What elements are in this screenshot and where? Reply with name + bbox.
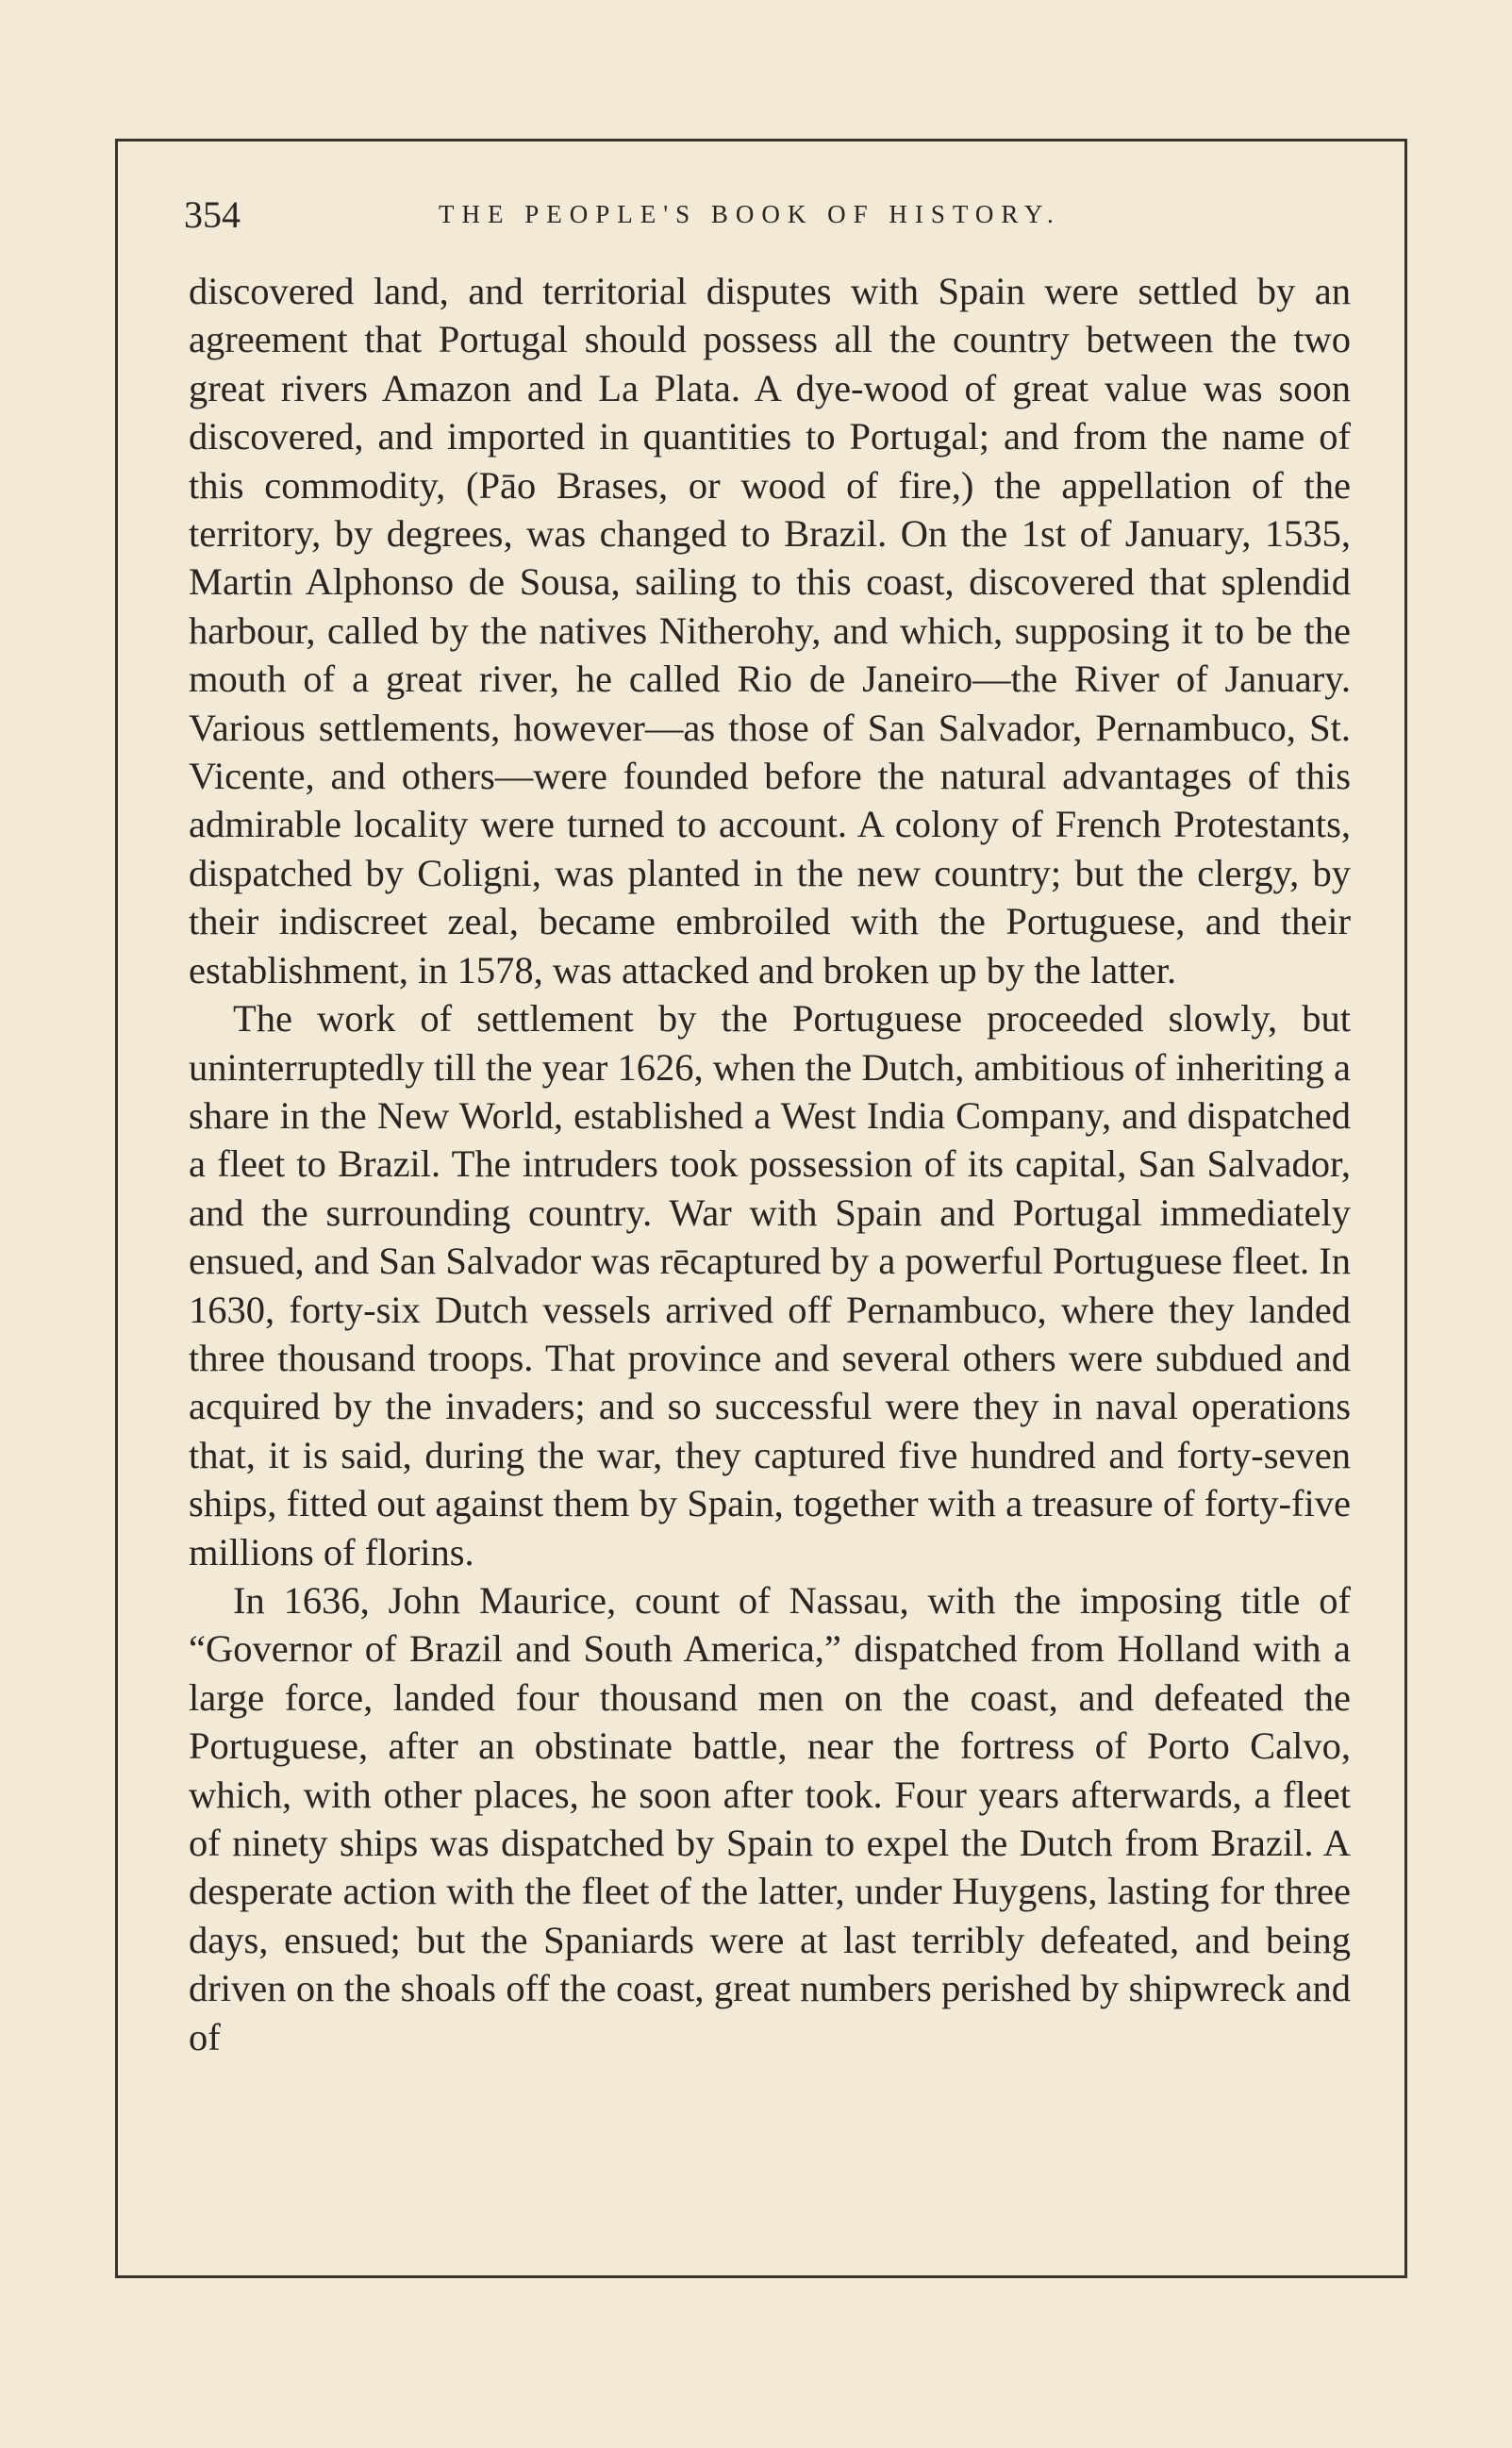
body-text — [189, 267, 1351, 2061]
paragraph-1: discovered land, and territorial disputes with Spain were settled by an agreement that Portugal should possess all the country between the two great rivers Amazon and La Plata. A dye-wood of great value was soon discovered, and imported in quantities to Portugal; and from the name of this commodity, (Pāo Brases, or wood of fire,) the appellation of the territory, by degrees, was changed to Brazil. On the 1st of January, 1535, Martin Alphonso de Sousa, sailing to this coast, discovered that splendid harbour, called by the natives Nitherohy, and which, supposing it to be the mouth of a great river, he called Rio de Janeiro—the River of January. Various settlements, however—as those of San Salvador, Pernambuco, St. Vicente, and others—were founded before the natural advantages of this admirable locality were turned to account. A colony of French Protestants, dispatched by Coligni, was planted in the new country; but the clergy, by their indiscreet zeal, became embroiled with the Portuguese, and their establishment, in 1578, was attacked and broken up by the latter. — [189, 270, 1351, 991]
running-head — [184, 192, 1354, 239]
book-title: THE PEOPLE'S BOOK OF HISTORY. — [439, 200, 1061, 228]
paragraph-3: In 1636, John Maurice, count of Nassau, with the imposing title of “Governor of Brazil and South America,” dispatched from Holland with a large force, landed four thousand men on the coast, and defeated the Portuguese, after an obstinate battle, near the fortress of Porto Calvo, which, with other places, he soon after took. Four years afterwards, a fleet of ninety ships was dispatched by Spain to expel the Dutch from Brazil. A desperate action with the fleet of the latter, under Huygens, lasting for three days, ensued; but the Spaniards were at last terribly defeated, and being driven on the shoals off the coast, great numbers perished by shipwreck and of — [189, 1578, 1351, 2058]
page-number: 354 — [184, 193, 241, 236]
paragraph-2: The work of settlement by the Portuguese proceeded slowly, but uninterruptedly till the year 1626, when the Dutch, ambitious of inheriting a share in the New World, established a West India Company, and dispatched a fleet to Brazil. The intruders took possession of its capital, San Salvador, and the surrounding country. War with Spain and Portugal immediately ensued, and San Salvador was rēcaptured by a powerful Portuguese fleet. In 1630, forty-six Dutch vessels arrived off Pernambuco, where they landed three thousand troops. That province and several others were subdued and acquired by the invaders; and so successful were they in naval operations that, it is said, during the war, they captured five hundred and forty-seven ships, fitted out against them by Spain, together with a treasure of forty-five millions of florins. — [189, 997, 1351, 1574]
